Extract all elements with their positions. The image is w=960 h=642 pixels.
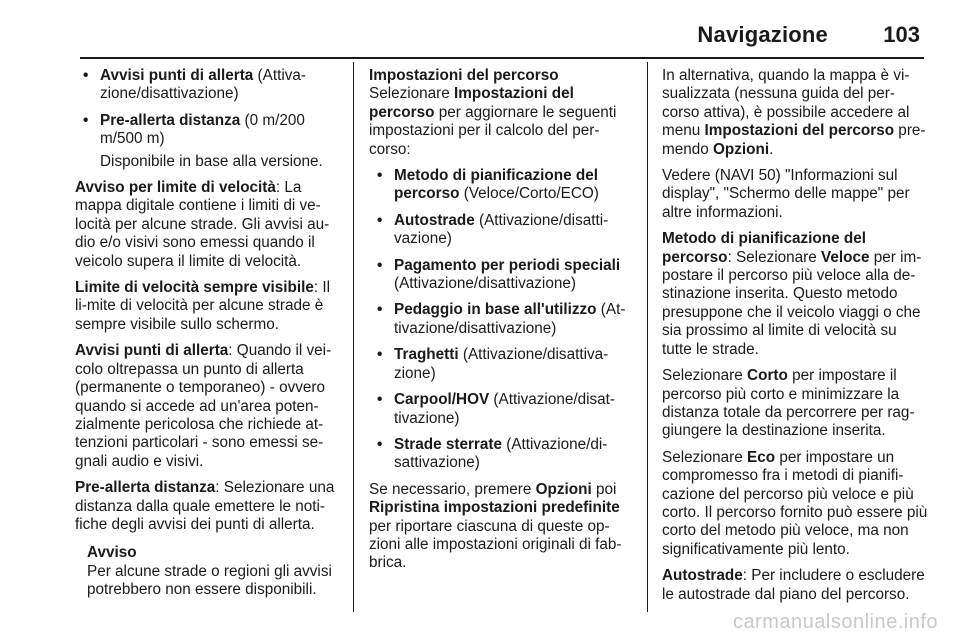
paragraph: [75, 479, 343, 534]
term: Veloce: [821, 248, 870, 266]
paragraph: [75, 342, 343, 471]
column-2: [369, 67, 635, 581]
term: Opzioni: [535, 480, 592, 498]
notice-box: [75, 544, 343, 599]
text: per im-postare il percorso più veloce alla de-stinazione inserita. Questo metodo presuppone che il veicolo viaggi o che sia prossimo al limite di velocità su tutte le strade.: [662, 248, 922, 358]
bullet-text: (Attiva-zione/disattivazione): [100, 67, 306, 103]
bullet-term: Strade sterrate: [394, 435, 502, 453]
paragraph: [662, 567, 928, 604]
term: Impostazioni del percorso: [369, 85, 574, 121]
term: Avviso per limite di velocità: [75, 179, 276, 197]
watermark: carmanualsonline.info: [732, 611, 938, 633]
bullet-item: [369, 346, 635, 383]
term: Corto: [747, 367, 788, 385]
bullet-text: (Attivazione/disat-tivazione): [394, 391, 616, 427]
bullet-text: (Attivazione/disattivazione): [394, 275, 576, 293]
bullet-icon: •: [83, 111, 89, 129]
term: Impostazioni del percorso: [704, 122, 895, 140]
term: Avvisi punti di allerta: [75, 342, 229, 360]
bullet-item: [369, 257, 635, 294]
term: Opzioni: [713, 140, 770, 158]
bullet-item: [369, 301, 635, 338]
text: : Selezionare una distanza dalla quale emettere le noti-fiche degli avvisi dei punti di allerta.: [75, 479, 335, 533]
bullet-term: Pagamento per periodi speciali: [394, 256, 621, 274]
paragraph: [75, 179, 343, 271]
notice-text: Per alcune strade o regioni gli avvisi potrebbero non essere disponibili.: [87, 562, 332, 599]
text: Se necessario, premere: [369, 480, 536, 498]
bullet-icon: •: [377, 435, 383, 453]
text: per impostare il percorso più corto e minimizzare la distanza totale da percorrere per rag-giungere la destinazione inserita.: [662, 367, 915, 440]
bullet-icon: •: [377, 167, 383, 185]
bullet-item: [75, 67, 343, 104]
heading-text: Impostazioni del percorso: [369, 67, 559, 84]
bullet-item: [369, 212, 635, 249]
section-title: Navigazione: [697, 22, 828, 47]
bullet-text: (0 m/200 m/500 m): [100, 111, 305, 148]
bullet-icon: •: [377, 346, 383, 364]
term: Autostrade: [662, 567, 743, 585]
column-3: [662, 67, 928, 612]
bullet-term: Metodo di pianificazione del percorso: [394, 167, 598, 203]
bullet-icon: •: [377, 301, 383, 319]
bullet-term: Traghetti: [394, 346, 459, 364]
text: : Il li-mite di velocità per alcune strade è sempre visibile sullo schermo.: [75, 279, 331, 333]
paragraph: [662, 449, 928, 559]
bullet-icon: •: [377, 256, 383, 274]
text: : Selezionare: [727, 248, 822, 266]
bullet-text: (At-tivazione/disattivazione): [394, 301, 626, 337]
paragraph: Vedere (NAVI 50) "Informazioni sul display", "Schermo delle mappe" per altre informazioni.: [662, 167, 910, 221]
text: In alternativa, quando la mappa è vi-sualizzata (nessuna guida del per-corso attiva), è possibile accedere al menu: [662, 67, 910, 140]
term: Limite di velocità sempre visibile: [75, 279, 314, 297]
paragraph: [662, 230, 928, 359]
paragraph: [369, 85, 635, 159]
term: Ripristina impostazioni predefinite: [369, 499, 620, 517]
bullet-item: [369, 167, 635, 204]
bullet-item: [369, 391, 635, 428]
text: : Quando il vei-colo oltrepassa un punto di allerta (permanente o temporaneo) - ovvero quando si accede ad un'area poten-zialmente pericolosa che richiede at-tenzioni particolari - sono emessi se-gnali audio e visivi.: [75, 342, 332, 470]
bullet-icon: •: [83, 67, 89, 84]
text: Selezionare: [662, 367, 748, 385]
page-header: [0, 0, 960, 52]
bullet-item: [75, 112, 343, 149]
bullet-text: (Attivazione/disatti-vazione): [394, 211, 609, 248]
bullet-text: (Veloce/Corto/ECO): [459, 185, 599, 203]
text: : Per includere o escludere le autostrade dal piano del percorso.: [662, 567, 925, 603]
bullet-icon: •: [377, 211, 383, 229]
column-1: [75, 67, 343, 600]
paragraph: [369, 481, 635, 573]
column-divider-1: [353, 62, 354, 612]
text: .: [769, 140, 774, 158]
bullet-icon: •: [377, 391, 383, 409]
bullet-term: Pre-allerta distanza: [100, 111, 241, 129]
text: poi: [591, 480, 617, 498]
term: Metodo di pianificazione del percorso: [662, 230, 866, 266]
bullet-term: Autostrade: [394, 211, 475, 229]
term: Pre-allerta distanza: [75, 479, 216, 497]
page-number: 103: [883, 22, 920, 47]
paragraph: [662, 67, 928, 159]
bullet-item: [369, 436, 635, 473]
text: : La mappa digitale contiene i limiti di ve-locità per alcune strade. Gli avvisi au-dio e/o visivi sono emessi quando il veicolo supera il limite di velocità.: [75, 179, 330, 270]
notice-title: [87, 544, 343, 562]
bullet-term: Avvisi punti di allerta: [100, 67, 254, 84]
text: per aggiornare le seguenti impostazioni per il calcolo del per-corso:: [369, 103, 617, 158]
bullet-term: Pedaggio in base all'utilizzo: [394, 301, 597, 319]
term: Eco: [747, 448, 776, 466]
text: per impostare un compromesso fra i metodi di pianifi-cazione del percorso più veloce e più corto. Il percorso fornito può essere più corto del metodo più veloce, ma non significativamente più lento.: [662, 448, 928, 558]
text: Selezionare: [662, 448, 748, 466]
text: pre-mendo: [662, 122, 926, 158]
availability-note: Disponibile in base alla versione.: [100, 152, 323, 170]
bullet-text: (Attivazione/di-sattivazione): [394, 435, 608, 472]
text: Selezionare: [369, 85, 455, 103]
paragraph: [662, 367, 928, 441]
header-divider: [80, 57, 924, 59]
notice-title-text: Avviso: [87, 544, 137, 562]
bullet-term: Carpool/HOV: [394, 391, 490, 409]
section-heading: [369, 67, 635, 85]
column-divider-2: [647, 62, 648, 612]
text: per riportare ciascuna di queste op-zioni alle impostazioni originali di fab-brica.: [369, 517, 622, 572]
bullet-text: (Attivazione/disattiva-zione): [394, 346, 609, 382]
paragraph: [75, 279, 343, 334]
